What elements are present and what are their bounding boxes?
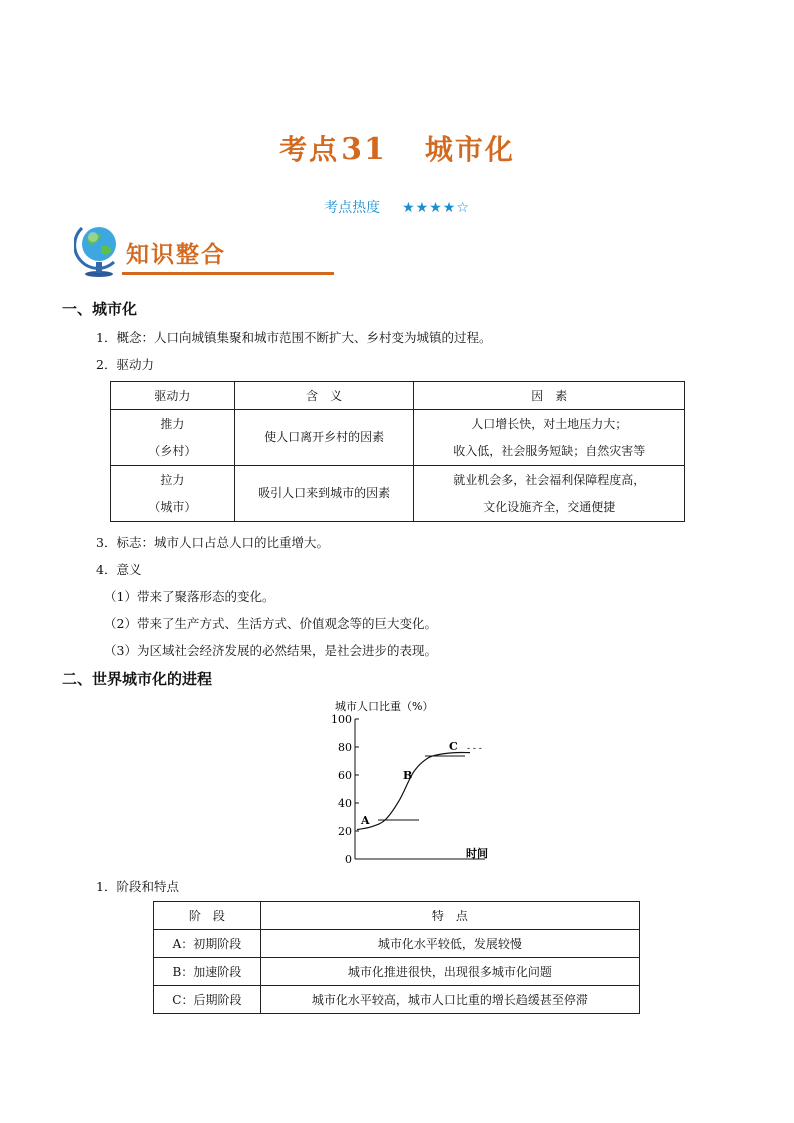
cell-line: 人口增长快，对土地压力大； bbox=[471, 416, 628, 431]
table-row bbox=[111, 410, 685, 466]
table-header-row bbox=[111, 382, 685, 410]
stage-label-b: B bbox=[403, 769, 413, 782]
cell-line: 就业机会多，社会福利保障程度高， bbox=[453, 472, 646, 487]
table-header: 驱动力 bbox=[111, 382, 235, 410]
title-number: 31 bbox=[341, 132, 387, 167]
section-heading-world-urbanization: 二、世界城市化的进程 bbox=[62, 670, 213, 688]
table-header-row bbox=[154, 902, 640, 930]
table-cell: A：初期阶段 bbox=[154, 930, 261, 958]
concept-paragraph: 1．概念：人口向城镇集聚和城市范围不断扩大、乡村变为城镇的过程。 bbox=[96, 330, 492, 345]
title-prefix: 考点 bbox=[279, 133, 340, 166]
cell-line: 收入低，社会服务短缺；自然灾害等 bbox=[453, 443, 646, 458]
cell-line: （乡村） bbox=[148, 443, 197, 458]
table-cell bbox=[414, 466, 685, 522]
x-axis-label: 时间 bbox=[466, 847, 488, 860]
banner-title: 知识整合 bbox=[126, 242, 226, 268]
table-cell bbox=[111, 466, 235, 522]
stages-heading: 1．阶段和特点 bbox=[96, 879, 179, 894]
cell-line: （城市） bbox=[148, 499, 197, 514]
table-cell: 城市化水平较低，发展较慢 bbox=[260, 930, 639, 958]
y-tick-label: 60 bbox=[338, 769, 352, 782]
y-tick-label: 20 bbox=[338, 825, 352, 838]
table-cell: B：加速阶段 bbox=[154, 958, 261, 986]
table-cell: 使人口离开乡村的因素 bbox=[234, 410, 414, 466]
table-cell bbox=[111, 410, 235, 466]
driving-force-heading: 2．驱动力 bbox=[96, 357, 154, 372]
y-axis-label: 城市人口比重（%） bbox=[335, 700, 434, 713]
table-row bbox=[154, 958, 640, 986]
table-cell: 城市化水平较高，城市人口比重的增长趋缓甚至停滞 bbox=[260, 986, 639, 1014]
stage-label-c: C bbox=[449, 740, 458, 753]
table-header: 特 点 bbox=[260, 902, 639, 930]
section-heading-urbanization: 一、城市化 bbox=[62, 300, 138, 318]
stages-table bbox=[153, 901, 640, 1014]
significance-item: （1）带来了聚落形态的变化。 bbox=[104, 589, 275, 604]
page-title bbox=[0, 128, 794, 168]
urbanization-chart bbox=[325, 694, 505, 869]
table-cell: C：后期阶段 bbox=[154, 986, 261, 1014]
table-row bbox=[154, 930, 640, 958]
table-row bbox=[154, 986, 640, 1014]
stage-label-a: A bbox=[361, 814, 370, 827]
table-cell: 城市化推进很快，出现很多城市化问题 bbox=[260, 958, 639, 986]
table-cell bbox=[414, 410, 685, 466]
heat-label: 考点热度 bbox=[324, 200, 381, 216]
y-tick-label: 80 bbox=[338, 741, 352, 754]
cell-line: 文化设施齐全，交通便捷 bbox=[483, 499, 616, 514]
cell-line: 拉力 bbox=[160, 472, 185, 487]
heat-stars: ★★★★☆ bbox=[402, 200, 470, 216]
y-tick-label: 40 bbox=[338, 797, 352, 810]
banner-underline bbox=[122, 272, 334, 275]
table-row bbox=[111, 466, 685, 522]
driving-force-table bbox=[110, 381, 685, 522]
heat-rating bbox=[0, 197, 794, 217]
significance-item: （2）带来了生产方式、生活方式、价值观念等的巨大变化。 bbox=[104, 616, 437, 631]
table-header: 因 素 bbox=[414, 382, 685, 410]
globe-icon bbox=[74, 222, 124, 278]
title-topic: 城市化 bbox=[424, 133, 515, 166]
significance-item: （3）为区域社会经济发展的必然结果，是社会进步的表现。 bbox=[104, 643, 437, 658]
y-tick-label: 0 bbox=[345, 853, 352, 866]
section-banner bbox=[74, 222, 274, 280]
y-tick-label: 100 bbox=[331, 713, 352, 726]
continuation-marks: - - - bbox=[467, 744, 482, 754]
series-line bbox=[357, 752, 470, 829]
table-cell: 吸引人口来到城市的因素 bbox=[234, 466, 414, 522]
cell-line: 推力 bbox=[160, 416, 185, 431]
table-header: 阶 段 bbox=[154, 902, 261, 930]
sign-paragraph: 3．标志：城市人口占总人口的比重增大。 bbox=[96, 535, 329, 550]
table-header: 含 义 bbox=[234, 382, 414, 410]
significance-heading: 4．意义 bbox=[96, 562, 142, 577]
